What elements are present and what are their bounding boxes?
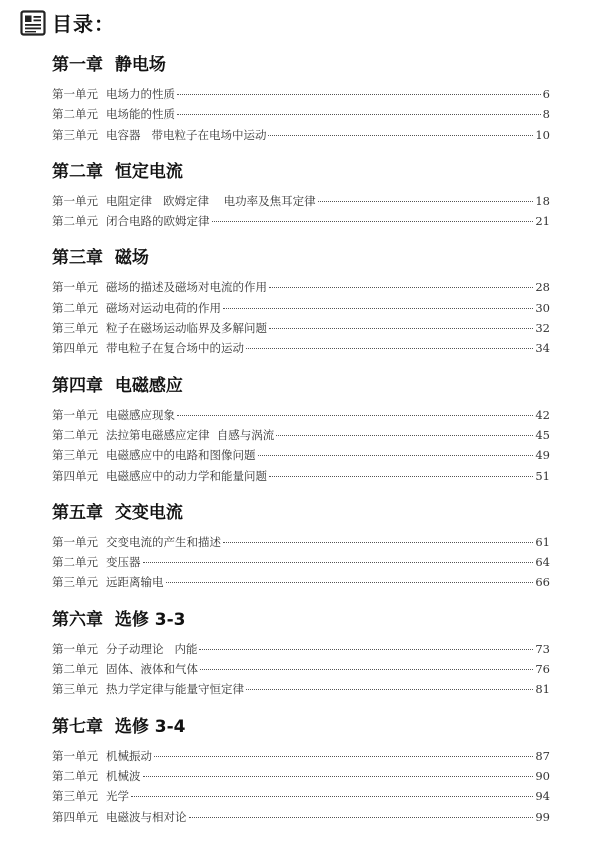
page-number: 87 [535, 748, 550, 763]
unit-label: 第三单元 [52, 789, 98, 804]
page-number: 76 [535, 662, 550, 677]
chapter-section [52, 54, 550, 145]
toc-entry[interactable] [52, 445, 550, 465]
unit-label: 第三单元 [52, 575, 98, 590]
page-number: 32 [535, 321, 550, 336]
toc-entry[interactable] [52, 405, 550, 425]
toc-entry[interactable] [52, 298, 550, 318]
toc-entry[interactable] [52, 786, 550, 806]
entry-title: 电磁感应中的电路和图像问题 [106, 448, 256, 463]
dot-leader [268, 135, 533, 136]
unit-label: 第二单元 [52, 107, 98, 122]
dot-leader [200, 669, 533, 670]
dot-leader [177, 114, 541, 115]
entry-title: 机械波 [106, 768, 141, 783]
unit-label: 第二单元 [52, 300, 98, 315]
entry-title: 光学 [106, 789, 129, 804]
page-number: 28 [535, 280, 550, 295]
unit-label: 第一单元 [52, 193, 98, 208]
entry-title: 粒子在磁场运动临界及多解问题 [106, 321, 267, 336]
toc-entry[interactable] [52, 466, 550, 486]
page-number: 8 [542, 107, 550, 122]
dot-leader [246, 348, 533, 349]
chapter-section [52, 161, 550, 232]
page-number: 18 [535, 193, 550, 208]
dot-leader [246, 689, 533, 690]
chapter-title: 第一章 静电场 [52, 55, 166, 75]
dot-leader [223, 308, 533, 309]
toc-entry[interactable] [52, 211, 550, 231]
chapter-section [52, 375, 550, 486]
chapter-title: 第二章 恒定电流 [52, 161, 183, 182]
dot-leader [276, 435, 533, 436]
page-number: 34 [535, 341, 550, 356]
dot-leader [166, 582, 534, 583]
entry-title: 交变电流的产生和描述 [106, 534, 221, 549]
entry-title: 电场力的性质 [106, 87, 175, 101]
toc-entry[interactable] [52, 552, 550, 572]
toc-entry[interactable] [52, 84, 550, 104]
chapter-title: 第四章 电磁感应 [52, 375, 183, 396]
unit-label: 第四单元 [52, 468, 98, 483]
toc-entry[interactable] [52, 425, 550, 445]
dot-leader [177, 415, 533, 416]
toc-entry[interactable] [52, 639, 550, 659]
entry-title: 固体、液体和气体 [106, 662, 198, 677]
unit-label: 第二单元 [52, 768, 98, 783]
unit-label: 第一单元 [52, 534, 98, 549]
page-number: 49 [535, 448, 550, 463]
toc-entry[interactable] [52, 746, 550, 766]
page-number: 45 [535, 427, 550, 442]
unit-label: 第一单元 [52, 407, 98, 422]
entry-title: 变压器 [106, 555, 141, 570]
unit-label: 第二单元 [52, 214, 98, 229]
page-number: 6 [542, 87, 550, 101]
page-number: 51 [535, 468, 550, 483]
toc-entry[interactable] [52, 572, 550, 592]
toc-entry[interactable] [52, 807, 550, 827]
page-number: 90 [535, 768, 550, 783]
entry-title: 电磁感应现象 [106, 407, 175, 422]
page-number: 94 [535, 789, 550, 804]
dot-leader [212, 221, 534, 222]
toc-entry[interactable] [52, 277, 550, 297]
dot-leader [258, 455, 534, 456]
dot-leader [199, 649, 533, 650]
unit-label: 第一单元 [52, 87, 98, 101]
chapter-title: 第五章 交变电流 [52, 502, 183, 523]
table-of-contents [52, 54, 550, 843]
document-list-icon [20, 10, 46, 36]
toc-entry[interactable] [52, 532, 550, 552]
page-number: 81 [535, 682, 550, 697]
toc-entry[interactable] [52, 338, 550, 358]
unit-label: 第三单元 [52, 448, 98, 463]
page-number: 99 [535, 809, 550, 824]
entry-title: 磁场对运动电荷的作用 [106, 300, 221, 315]
toc-entry[interactable] [52, 318, 550, 338]
chapter-section [52, 502, 550, 593]
dot-leader [269, 328, 533, 329]
entry-title: 法拉第电磁感应定律 自感与涡流 [106, 427, 275, 442]
unit-label: 第一单元 [52, 748, 98, 763]
dot-leader [143, 776, 534, 777]
toc-header [20, 8, 115, 37]
unit-label: 第一单元 [52, 280, 98, 295]
chapter-title: 第六章 选修 3-3 [52, 609, 186, 630]
page-number: 21 [535, 214, 550, 229]
toc-entry[interactable] [52, 766, 550, 786]
toc-entry[interactable] [52, 104, 550, 124]
entry-title: 电磁波与相对论 [106, 809, 187, 824]
toc-entry[interactable] [52, 125, 550, 145]
entry-title: 分子动理论 内能 [106, 641, 198, 656]
entry-title: 带电粒子在复合场中的运动 [106, 341, 244, 356]
dot-leader [269, 476, 533, 477]
chapter-section [52, 247, 550, 358]
unit-label: 第二单元 [52, 427, 98, 442]
toc-entry[interactable] [52, 191, 550, 211]
unit-label: 第一单元 [52, 641, 98, 656]
dot-leader [143, 562, 534, 563]
entry-title: 电容器 带电粒子在电场中运动 [106, 127, 267, 142]
page-number: 73 [535, 641, 550, 656]
entry-title: 磁场的描述及磁场对电流的作用 [106, 280, 267, 295]
entry-title: 热力学定律与能量守恒定律 [106, 682, 244, 697]
toc-entry[interactable] [52, 679, 550, 699]
dot-leader [269, 287, 533, 288]
dot-leader [177, 94, 541, 95]
page-number: 10 [535, 127, 550, 142]
entry-title: 闭合电路的欧姆定律 [106, 214, 210, 229]
chapter-title: 第七章 选修 3-4 [52, 716, 186, 737]
unit-label: 第四单元 [52, 809, 98, 824]
unit-label: 第二单元 [52, 555, 98, 570]
dot-leader [318, 201, 534, 202]
unit-label: 第三单元 [52, 321, 98, 336]
page-number: 61 [535, 534, 550, 549]
dot-leader [189, 817, 534, 818]
dot-leader [154, 756, 533, 757]
unit-label: 第三单元 [52, 127, 98, 142]
page-number: 66 [535, 575, 550, 590]
dot-leader [223, 542, 533, 543]
page-number: 64 [535, 555, 550, 570]
page-title: 目录： [52, 12, 115, 36]
unit-label: 第二单元 [52, 662, 98, 677]
page-number: 42 [535, 407, 550, 422]
dot-leader [131, 796, 533, 797]
entry-title: 电磁感应中的动力学和能量问题 [106, 468, 267, 483]
unit-label: 第四单元 [52, 341, 98, 356]
chapter-section [52, 609, 550, 700]
page-number: 30 [535, 300, 550, 315]
entry-title: 电阻定律 欧姆定律 电功率及焦耳定律 [106, 193, 316, 208]
entry-title: 机械振动 [106, 748, 152, 763]
entry-title: 远距离输电 [106, 575, 164, 590]
toc-entry[interactable] [52, 659, 550, 679]
chapter-section [52, 716, 550, 827]
chapter-title: 第三章 磁场 [52, 248, 149, 269]
unit-label: 第三单元 [52, 682, 98, 697]
entry-title: 电场能的性质 [106, 107, 175, 122]
